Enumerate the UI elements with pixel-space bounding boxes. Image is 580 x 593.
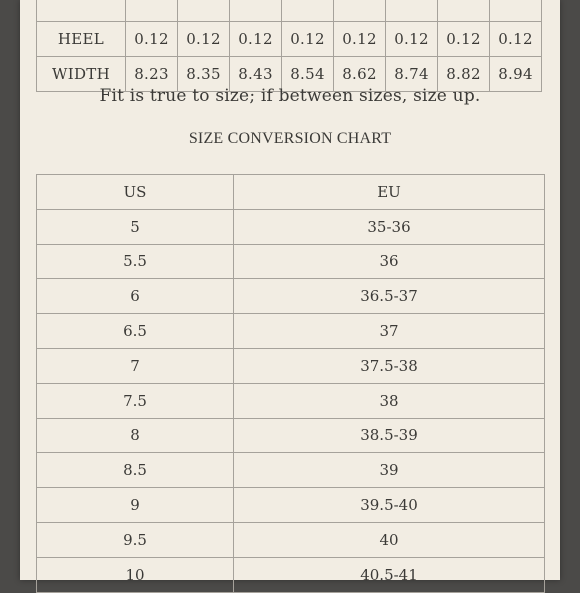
- eu-size-cell: 39: [234, 453, 545, 488]
- conversion-row: [37, 244, 545, 279]
- measurement-value: [178, 0, 230, 22]
- eu-column-header: EU: [234, 175, 545, 210]
- eu-size-cell: 38: [234, 383, 545, 418]
- measurement-value: [438, 0, 490, 22]
- measurement-value: [230, 0, 282, 22]
- measurement-value: [282, 0, 334, 22]
- us-size-cell: 5.5: [37, 244, 234, 279]
- fit-note: Fit is true to size; if between sizes, size up.: [99, 86, 481, 106]
- conversion-header-row: [37, 175, 545, 210]
- conversion-row: [37, 209, 545, 244]
- conversion-row: [37, 279, 545, 314]
- measurement-value: 0.12: [178, 22, 230, 57]
- measurement-label: HEEL: [37, 22, 126, 57]
- conversion-row: [37, 348, 545, 383]
- measurement-value: 8.43: [230, 57, 282, 92]
- conversion-row: [37, 557, 545, 592]
- measurement-value: 8.94: [490, 57, 542, 92]
- measurement-label: [37, 0, 126, 22]
- conversion-row: [37, 522, 545, 557]
- eu-size-cell: 37: [234, 314, 545, 349]
- measurement-value: [490, 0, 542, 22]
- measurement-value: [334, 0, 386, 22]
- measurement-value: 0.12: [490, 22, 542, 57]
- measurement-row: [37, 22, 542, 57]
- us-size-cell: 6.5: [37, 314, 234, 349]
- eu-size-cell: 36.5-37: [234, 279, 545, 314]
- us-size-cell: 8.5: [37, 453, 234, 488]
- size-conversion-table: [36, 174, 545, 593]
- size-guide-card: [20, 0, 560, 584]
- eu-size-cell: 38.5-39: [234, 418, 545, 453]
- us-size-cell: 7: [37, 348, 234, 383]
- conversion-row: [37, 453, 545, 488]
- eu-size-cell: 37.5-38: [234, 348, 545, 383]
- us-column-header: US: [37, 175, 234, 210]
- measurement-value: 0.12: [282, 22, 334, 57]
- conversion-chart-title: SIZE CONVERSION CHART: [188, 130, 392, 147]
- conversion-row: [37, 314, 545, 349]
- measurement-value: [126, 0, 178, 22]
- measurement-value: 8.74: [386, 57, 438, 92]
- measurement-value: 8.35: [178, 57, 230, 92]
- measurement-value: [386, 0, 438, 22]
- us-size-cell: 6: [37, 279, 234, 314]
- measurement-value: 8.54: [282, 57, 334, 92]
- measurement-value: 8.23: [126, 57, 178, 92]
- measurement-row: [37, 0, 542, 22]
- us-size-cell: 7.5: [37, 383, 234, 418]
- conversion-row: [37, 383, 545, 418]
- measurement-value: 0.12: [334, 22, 386, 57]
- measurement-table: [36, 0, 542, 92]
- us-size-cell: 10: [37, 557, 234, 592]
- us-size-cell: 9.5: [37, 522, 234, 557]
- eu-size-cell: 35-36: [234, 209, 545, 244]
- measurement-value: 8.82: [438, 57, 490, 92]
- measurement-value: 0.12: [126, 22, 178, 57]
- eu-size-cell: 40: [234, 522, 545, 557]
- measurement-value: 8.62: [334, 57, 386, 92]
- eu-size-cell: 40.5-41: [234, 557, 545, 592]
- eu-size-cell: 39.5-40: [234, 488, 545, 523]
- conversion-row: [37, 418, 545, 453]
- conversion-row: [37, 488, 545, 523]
- us-size-cell: 9: [37, 488, 234, 523]
- eu-size-cell: 36: [234, 244, 545, 279]
- us-size-cell: 8: [37, 418, 234, 453]
- measurement-value: 0.12: [438, 22, 490, 57]
- us-size-cell: 5: [37, 209, 234, 244]
- measurement-label: WIDTH: [37, 57, 126, 92]
- measurement-value: 0.12: [386, 22, 438, 57]
- measurement-value: 0.12: [230, 22, 282, 57]
